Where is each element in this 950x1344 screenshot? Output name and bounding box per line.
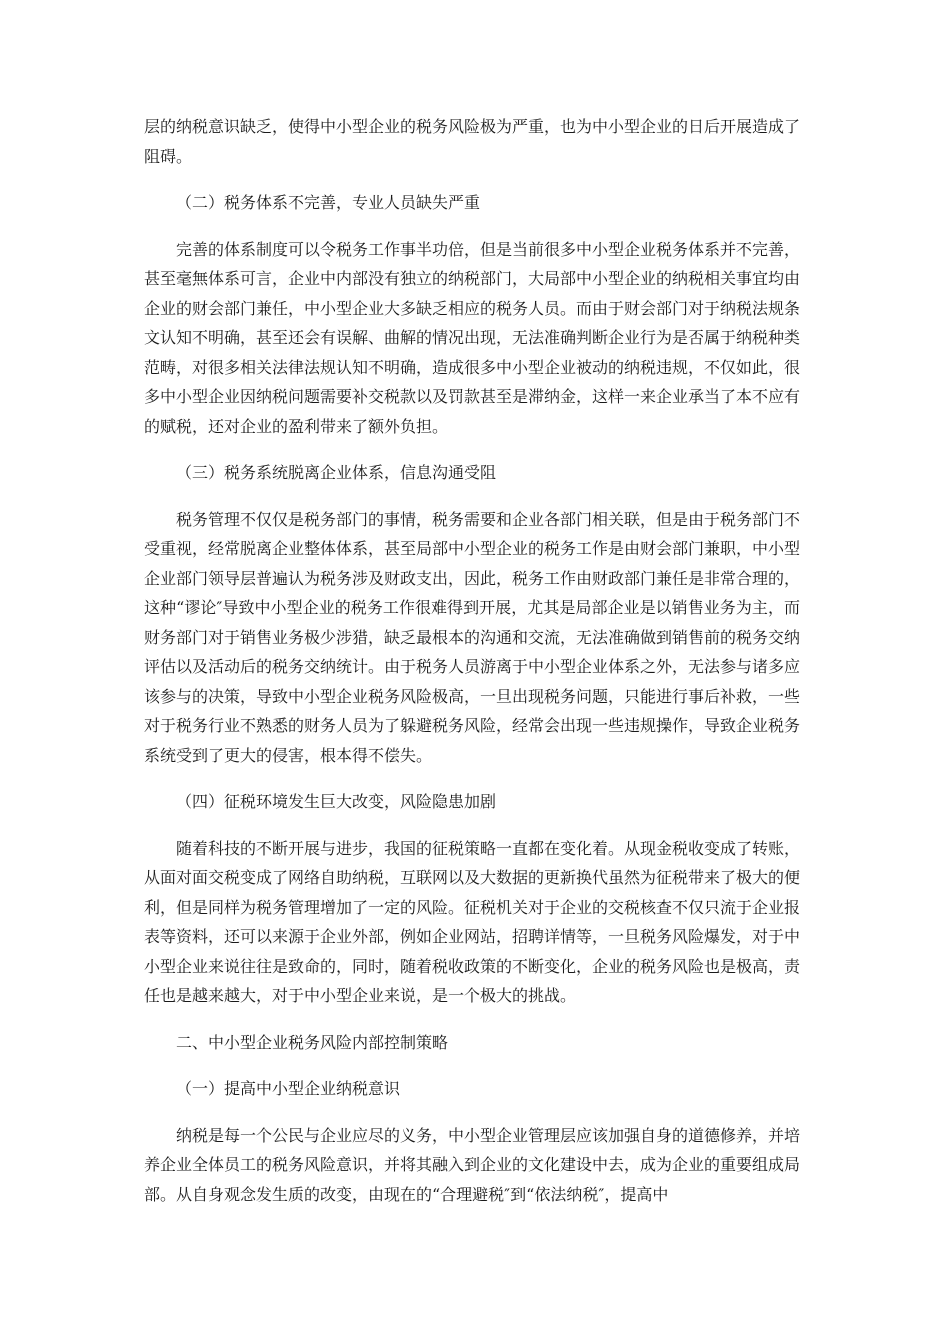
paragraph-communication: 税务管理不仅仅是税务部门的事情，税务需要和企业各部门相关联，但是由于税务部门不受重视，经常脱离企业整体体系，甚至局部中小型企业的税务工作是由财会部门兼职，中小型企业部门领导层普遍认为税务涉及财政支出，因此，税务工作由财政部门兼任是非常合理的，这种“谬论″导致中小型企业的税务工作很难得到开展，尤其是局部企业是以销售业务为主，而财务部门对于销售业务极少涉猎，缺乏最根本的沟通和交流，无法准确做到销售前的税务交纳评估以及活动后的税务交纳统计。由于税务人员游离于中小型企业体系之外，无法参与诸多应该参与的决策，导致中小型企业税务风险极高，一旦出现税务问题，只能进行事后补救，一些对于税务行业不熟悉的财务人员为了躲避税务风险，经常会出现一些违规操作，导致企业税务系统受到了更大的侵害，根本得不偿失。	[144, 509, 801, 765]
paragraph-continued: 层的纳税意识缺乏，使得中小型企业的税务风险极为严重，也为中小型企业的日后开展造成了阻碍。	[144, 117, 801, 166]
paragraph-system: 完善的体系制度可以令税务工作事半功倍，但是当前很多中小型企业税务体系并不完善，甚至毫無体系可言，企业中内部没有独立的纳税部门，大局部中小型企业的纳税相关事宜均由企业的财会部门兼任，中小型企业大多缺乏相应的税务人员。而由于财会部门对于纳税法规条文认知不明确，甚至还会有误解、曲解的情况出现，无法准确判断企业行为是否属于纳税种类范畴，对很多相关法律法规认知不明确，造成很多中小型企业被动的纳税违规，不仅如此，很多中小型企业因纳税问题需要补交税款以及罚款甚至是滞纳金，这样一来企业承当了本不应有的赋税，还对企业的盈利带来了额外负担。	[144, 239, 801, 436]
chapter-heading-2: 二、中小型企业税务风险内部控制策略	[176, 1032, 449, 1052]
section-heading-4: （四）征税环境发生巨大改变，风险隐患加剧	[176, 792, 497, 811]
section-heading-2-1: （一）提高中小型企业纳税意识	[176, 1079, 401, 1098]
paragraph-environment: 随着科技的不断开展与进步，我国的征税策略一直都在变化着。从现金税收变成了转账，从面对面交税变成了网络自助纳税，互联网以及大数据的更新换代虽然为征税带来了极大的便利，但是同样为税务管理增加了一定的风险。征税机关对于企业的交税核查不仅只流于企业报表等资料，还可以来源于企业外部，例如企业网站，招聘详情等，一旦税务风险爆发，对于中小型企业来说往往是致命的，同时，随着税收政策的不断变化，企业的税务风险也是极高，责任也是越来越大，对于中小型企业来说，是一个极大的挑战。	[144, 838, 801, 1005]
paragraph-awareness: 纳税是每一个公民与企业应尽的义务，中小型企业管理层应该加强自身的道德修养，并培养企业全体员工的税务风险意识，并将其融入到企业的文化建设中去，成为企业的重要组成局部。从自身观念发生质的改变，由现在的“合理避税″到“依法纳税″，提高中	[144, 1125, 801, 1204]
section-heading-2: （二）税务体系不完善，专业人员缺失严重	[176, 193, 481, 212]
section-heading-3: （三）税务系统脱离企业体系，信息沟通受阻	[176, 463, 497, 482]
